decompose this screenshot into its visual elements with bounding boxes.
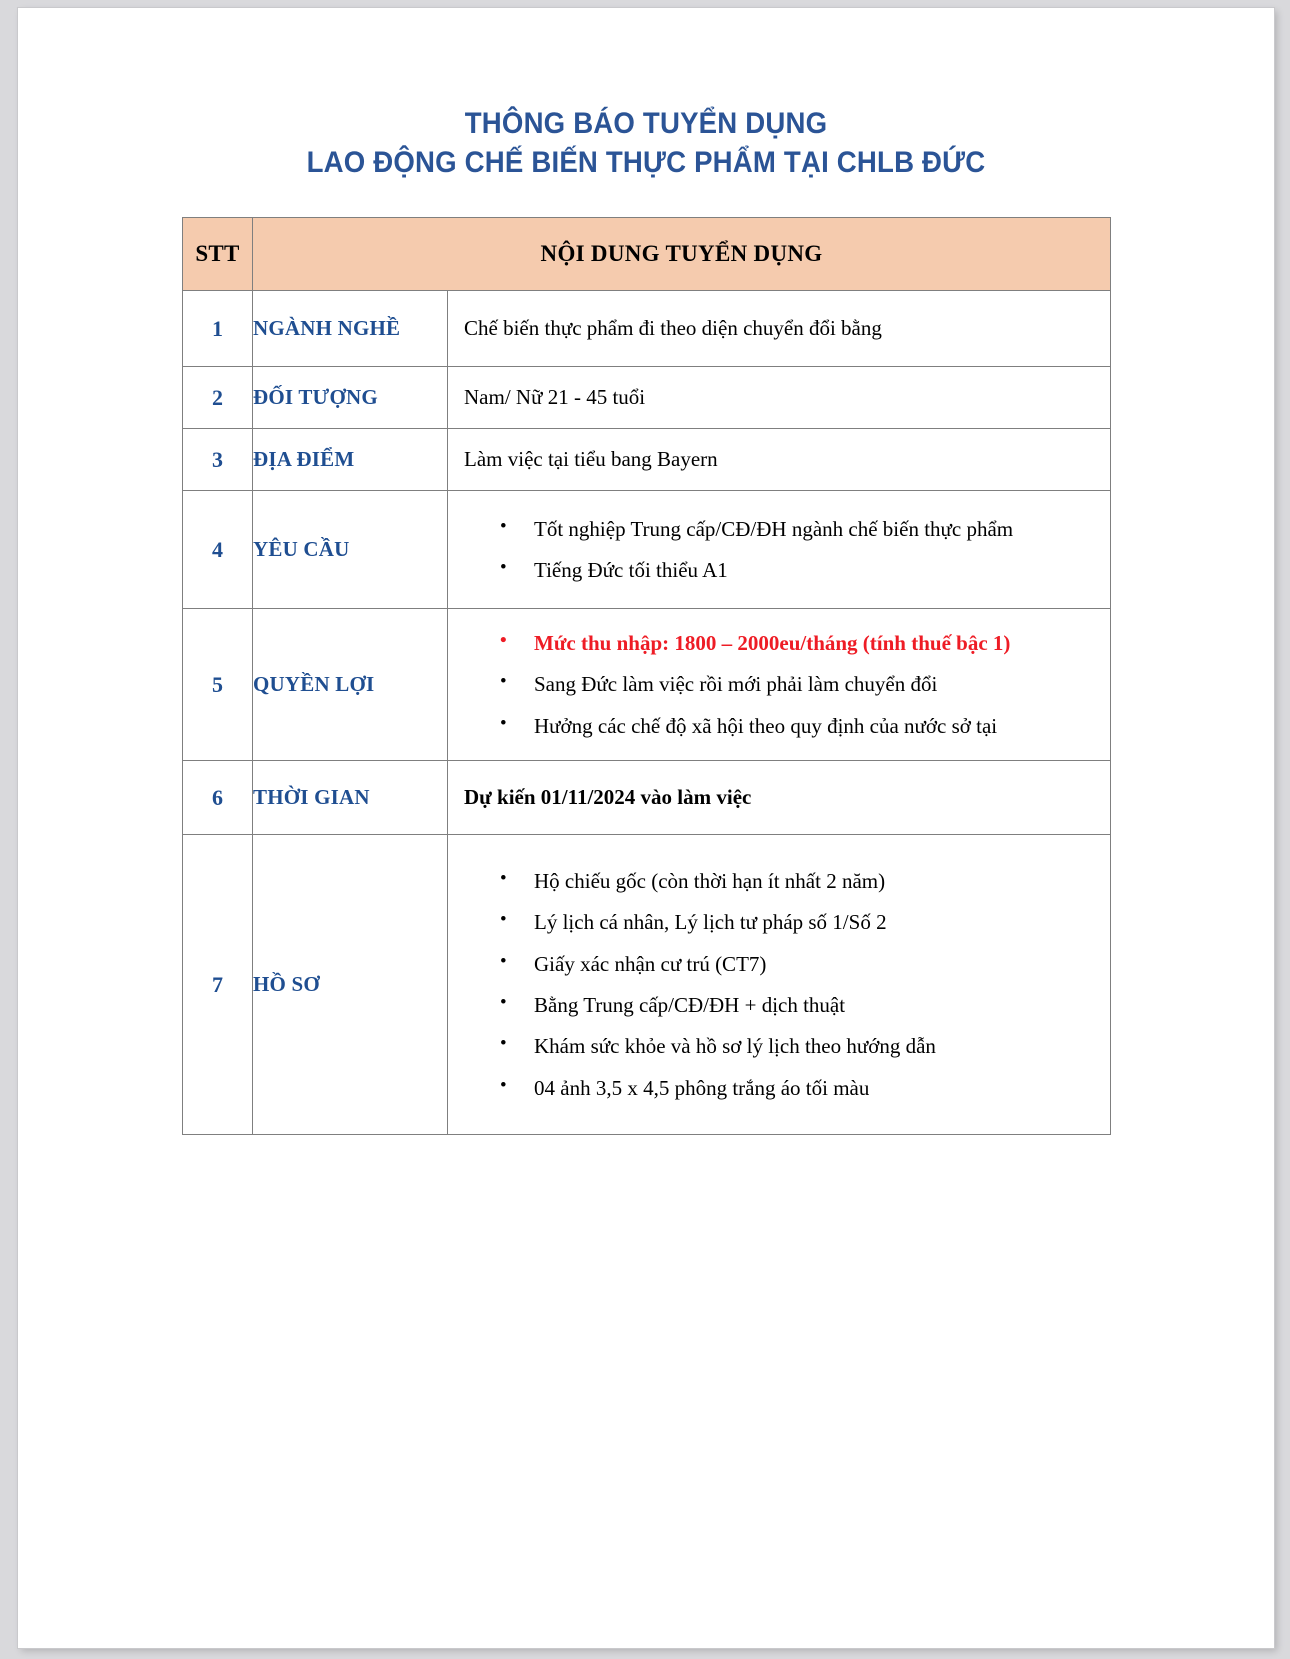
bullet-item: • Khám sức khỏe và hồ sơ lý lịch theo hướng dẫn (500, 1032, 1110, 1060)
bullet-list (448, 515, 1110, 585)
column-header-content: NỘI DUNG TUYỂN DỤNG (253, 218, 1111, 291)
bullet-item-highlighted: • Mức thu nhập: 1800 – 2000eu/tháng (tính thuế bậc 1) (500, 629, 1110, 657)
row-content: Nam/ Nữ 21 - 45 tuổi (448, 367, 1111, 429)
row-label: QUYỀN LỢI (253, 609, 448, 761)
row-content (448, 835, 1111, 1135)
table-row (183, 835, 1111, 1135)
row-content-highlighted: Dự kiến 01/11/2024 vào làm việc (448, 761, 1111, 835)
row-number: 7 (183, 835, 253, 1135)
bullet-item: • Hưởng các chế độ xã hội theo quy định của nước sở tại (500, 712, 1110, 740)
row-content (448, 491, 1111, 609)
table-row (183, 609, 1111, 761)
row-number: 5 (183, 609, 253, 761)
document-title (18, 8, 1274, 181)
row-number: 6 (183, 761, 253, 835)
bullet-item: • Hộ chiếu gốc (còn thời hạn ít nhất 2 năm) (500, 867, 1110, 895)
row-number: 3 (183, 429, 253, 491)
row-content: Làm việc tại tiểu bang Bayern (448, 429, 1111, 491)
row-label: ĐỐI TƯỢNG (253, 367, 448, 429)
row-label: THỜI GIAN (253, 761, 448, 835)
bullet-list (448, 867, 1110, 1102)
bullet-item: • 04 ảnh 3,5 x 4,5 phông trắng áo tối màu (500, 1074, 1110, 1102)
bullet-item: • Giấy xác nhận cư trú (CT7) (500, 950, 1110, 978)
bullet-item: • Sang Đức làm việc rồi mới phải làm chuyển đổi (500, 670, 1110, 698)
recruitment-table (182, 217, 1111, 1135)
bullet-list (448, 629, 1110, 740)
bullet-item: • Tiếng Đức tối thiểu A1 (500, 556, 1110, 584)
bullet-item: • Bằng Trung cấp/CĐ/ĐH + dịch thuật (500, 991, 1110, 1019)
row-label: YÊU CẦU (253, 491, 448, 609)
row-label: ĐỊA ĐIỂM (253, 429, 448, 491)
row-content (448, 609, 1111, 761)
row-content: Chế biến thực phẩm đi theo diện chuyển đổi bằng (448, 291, 1111, 367)
table-row (183, 429, 1111, 491)
table-row (183, 367, 1111, 429)
row-label: NGÀNH NGHỀ (253, 291, 448, 367)
row-number: 2 (183, 367, 253, 429)
title-line-2: LAO ĐỘNG CHẾ BIẾN THỰC PHẨM TẠI CHLB ĐỨC (306, 146, 986, 179)
table-row (183, 491, 1111, 609)
bullet-item: • Lý lịch cá nhân, Lý lịch tư pháp số 1/Số 2 (500, 908, 1110, 936)
row-number: 1 (183, 291, 253, 367)
recruitment-table-wrapper (182, 217, 1110, 1135)
table-row (183, 761, 1111, 835)
row-label: HỒ SƠ (253, 835, 448, 1135)
table-row (183, 291, 1111, 367)
bullet-item: • Tốt nghiệp Trung cấp/CĐ/ĐH ngành chế biến thực phẩm (500, 515, 1110, 543)
column-header-stt: STT (183, 218, 253, 291)
document-page (18, 8, 1274, 1648)
title-line-1: THÔNG BÁO TUYỂN DỤNG (464, 107, 828, 140)
table-header-row (183, 218, 1111, 291)
row-number: 4 (183, 491, 253, 609)
